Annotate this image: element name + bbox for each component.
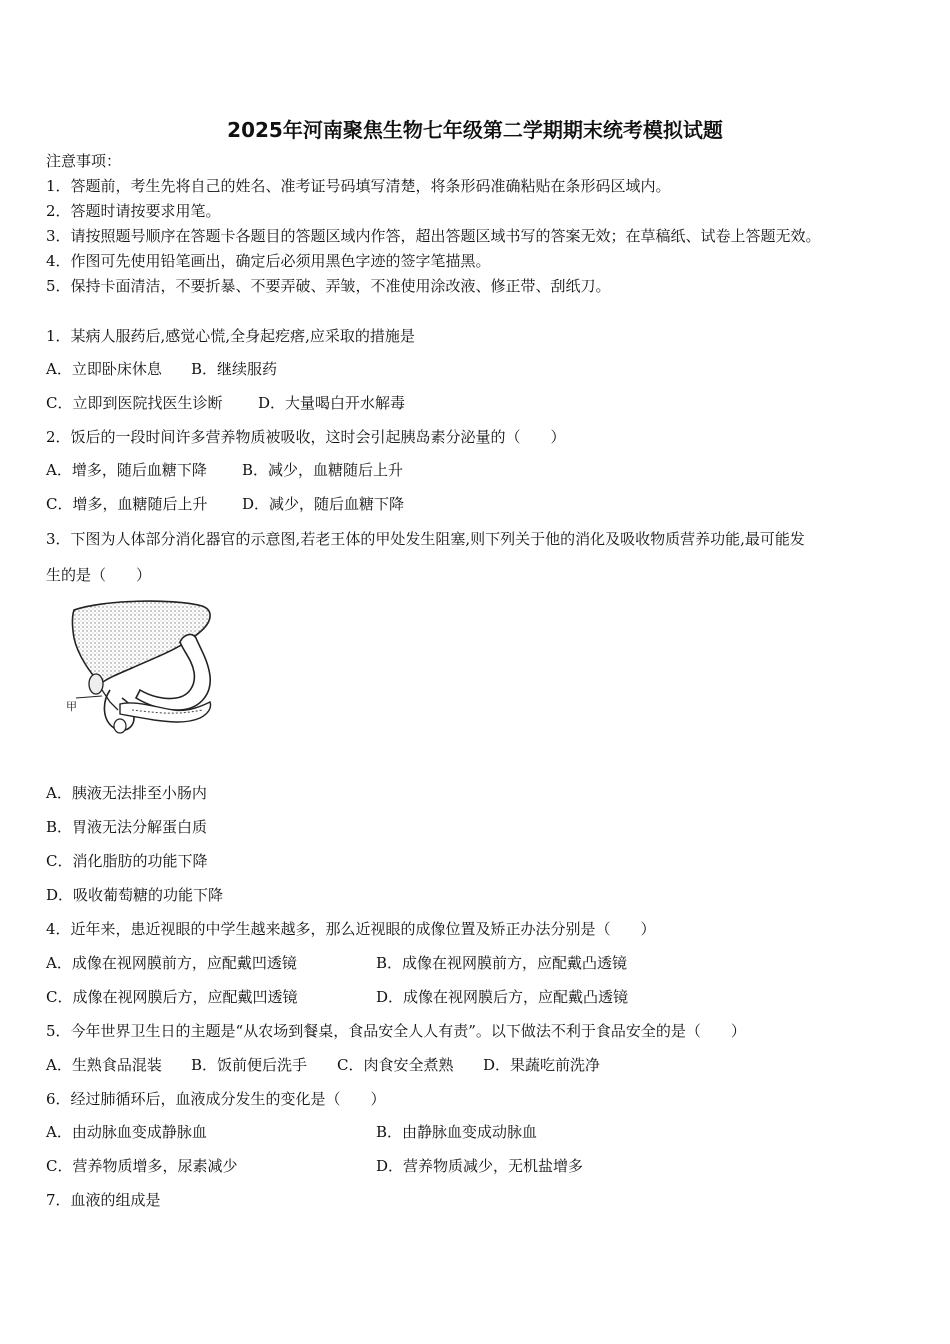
option-a: A．立即卧床休息 <box>46 360 162 378</box>
question-2-stem: 2．饭后的一段时间许多营养物质被吸收，这时会引起胰岛素分泌量的（ ） <box>46 428 566 446</box>
notice-item: 4．作图可先使用铅笔画出，确定后必须用黑色字迹的签字笔描黑。 <box>46 252 491 270</box>
question-5-stem: 5．今年世界卫生日的主题是“从农场到餐桌，食品安全人人有责”。以下做法不利于食品安全的是（ ） <box>46 1022 746 1040</box>
option-c: C．消化脂肪的功能下降 <box>46 852 208 870</box>
option-b: B．成像在视网膜前方，应配戴凸透镜 <box>376 954 628 972</box>
notice-item: 3．请按照题号顺序在答题卡各题目的答题区域内作答，超出答题区域书写的答案无效；在草稿纸、试卷上答题无效。 <box>46 227 821 245</box>
option-d: D．果蔬吃前洗净 <box>483 1056 601 1074</box>
question-4-stem: 4．近年来，患近视眼的中学生越来越多，那么近视眼的成像位置及矫正办法分别是（ ） <box>46 920 656 938</box>
option-a: A．胰液无法排至小肠内 <box>46 784 207 802</box>
question-3-stem: 3．下图为人体部分消化器官的示意图,若老王体的甲处发生阻塞,则下列关于他的消化及吸收物质营养功能,最可能发 <box>46 530 805 548</box>
option-c: C．肉食安全煮熟 <box>337 1056 454 1074</box>
question-7-stem: 7．血液的组成是 <box>46 1191 161 1209</box>
option-a: A．成像在视网膜前方，应配戴凹透镜 <box>46 954 297 972</box>
option-b: B．由静脉血变成动脉血 <box>376 1123 538 1141</box>
option-c: C．营养物质增多，尿素减少 <box>46 1157 238 1175</box>
option-b: B．减少，血糖随后上升 <box>242 461 404 479</box>
notice-item: 2．答题时请按要求用笔。 <box>46 202 221 220</box>
notice-heading: 注意事项： <box>46 152 122 170</box>
option-d: D．吸收葡萄糖的功能下降 <box>46 886 224 904</box>
question-6-stem: 6．经过肺循环后，血液成分发生的变化是（ ） <box>46 1090 386 1108</box>
option-b: B．胃液无法分解蛋白质 <box>46 818 208 836</box>
question-1-stem: 1．某病人服药后,感觉心慌,全身起疙瘩,应采取的措施是 <box>46 327 415 345</box>
question-3-stem-cont: 生的是（ ） <box>46 566 152 584</box>
option-d: D．大量喝白开水解毒 <box>258 394 406 412</box>
option-a: A．增多，随后血糖下降 <box>46 461 207 479</box>
option-d: D．减少，随后血糖下降 <box>242 495 405 513</box>
option-d: D．成像在视网膜后方，应配戴凸透镜 <box>376 988 629 1006</box>
option-d: D．营养物质减少，无机盐增多 <box>376 1157 584 1175</box>
option-c: C．成像在视网膜后方，应配戴凹透镜 <box>46 988 298 1006</box>
exam-title: 2025年河南聚焦生物七年级第二学期期末统考模拟试题 <box>227 118 723 142</box>
figure-label-jia: 甲 <box>66 700 77 713</box>
notice-item: 1．答题前，考生先将自己的姓名、准考证号码填写清楚，将条形码准确粘贴在条形码区域内。 <box>46 177 671 195</box>
notice-item: 5．保持卡面清洁，不要折暴、不要弄破、弄皱，不准使用涂改液、修正带、刮纸刀。 <box>46 277 611 295</box>
option-b: B．继续服药 <box>191 360 278 378</box>
option-c: C．立即到医院找医生诊断 <box>46 394 223 412</box>
option-a: A．由动脉血变成静脉血 <box>46 1123 207 1141</box>
option-a: A．生熟食品混装 <box>46 1056 162 1074</box>
option-b: B．饭前便后洗手 <box>191 1056 308 1074</box>
option-c: C．增多，血糖随后上升 <box>46 495 208 513</box>
gallbladder-shape <box>89 674 103 694</box>
digestive-organs-figure <box>62 598 222 740</box>
